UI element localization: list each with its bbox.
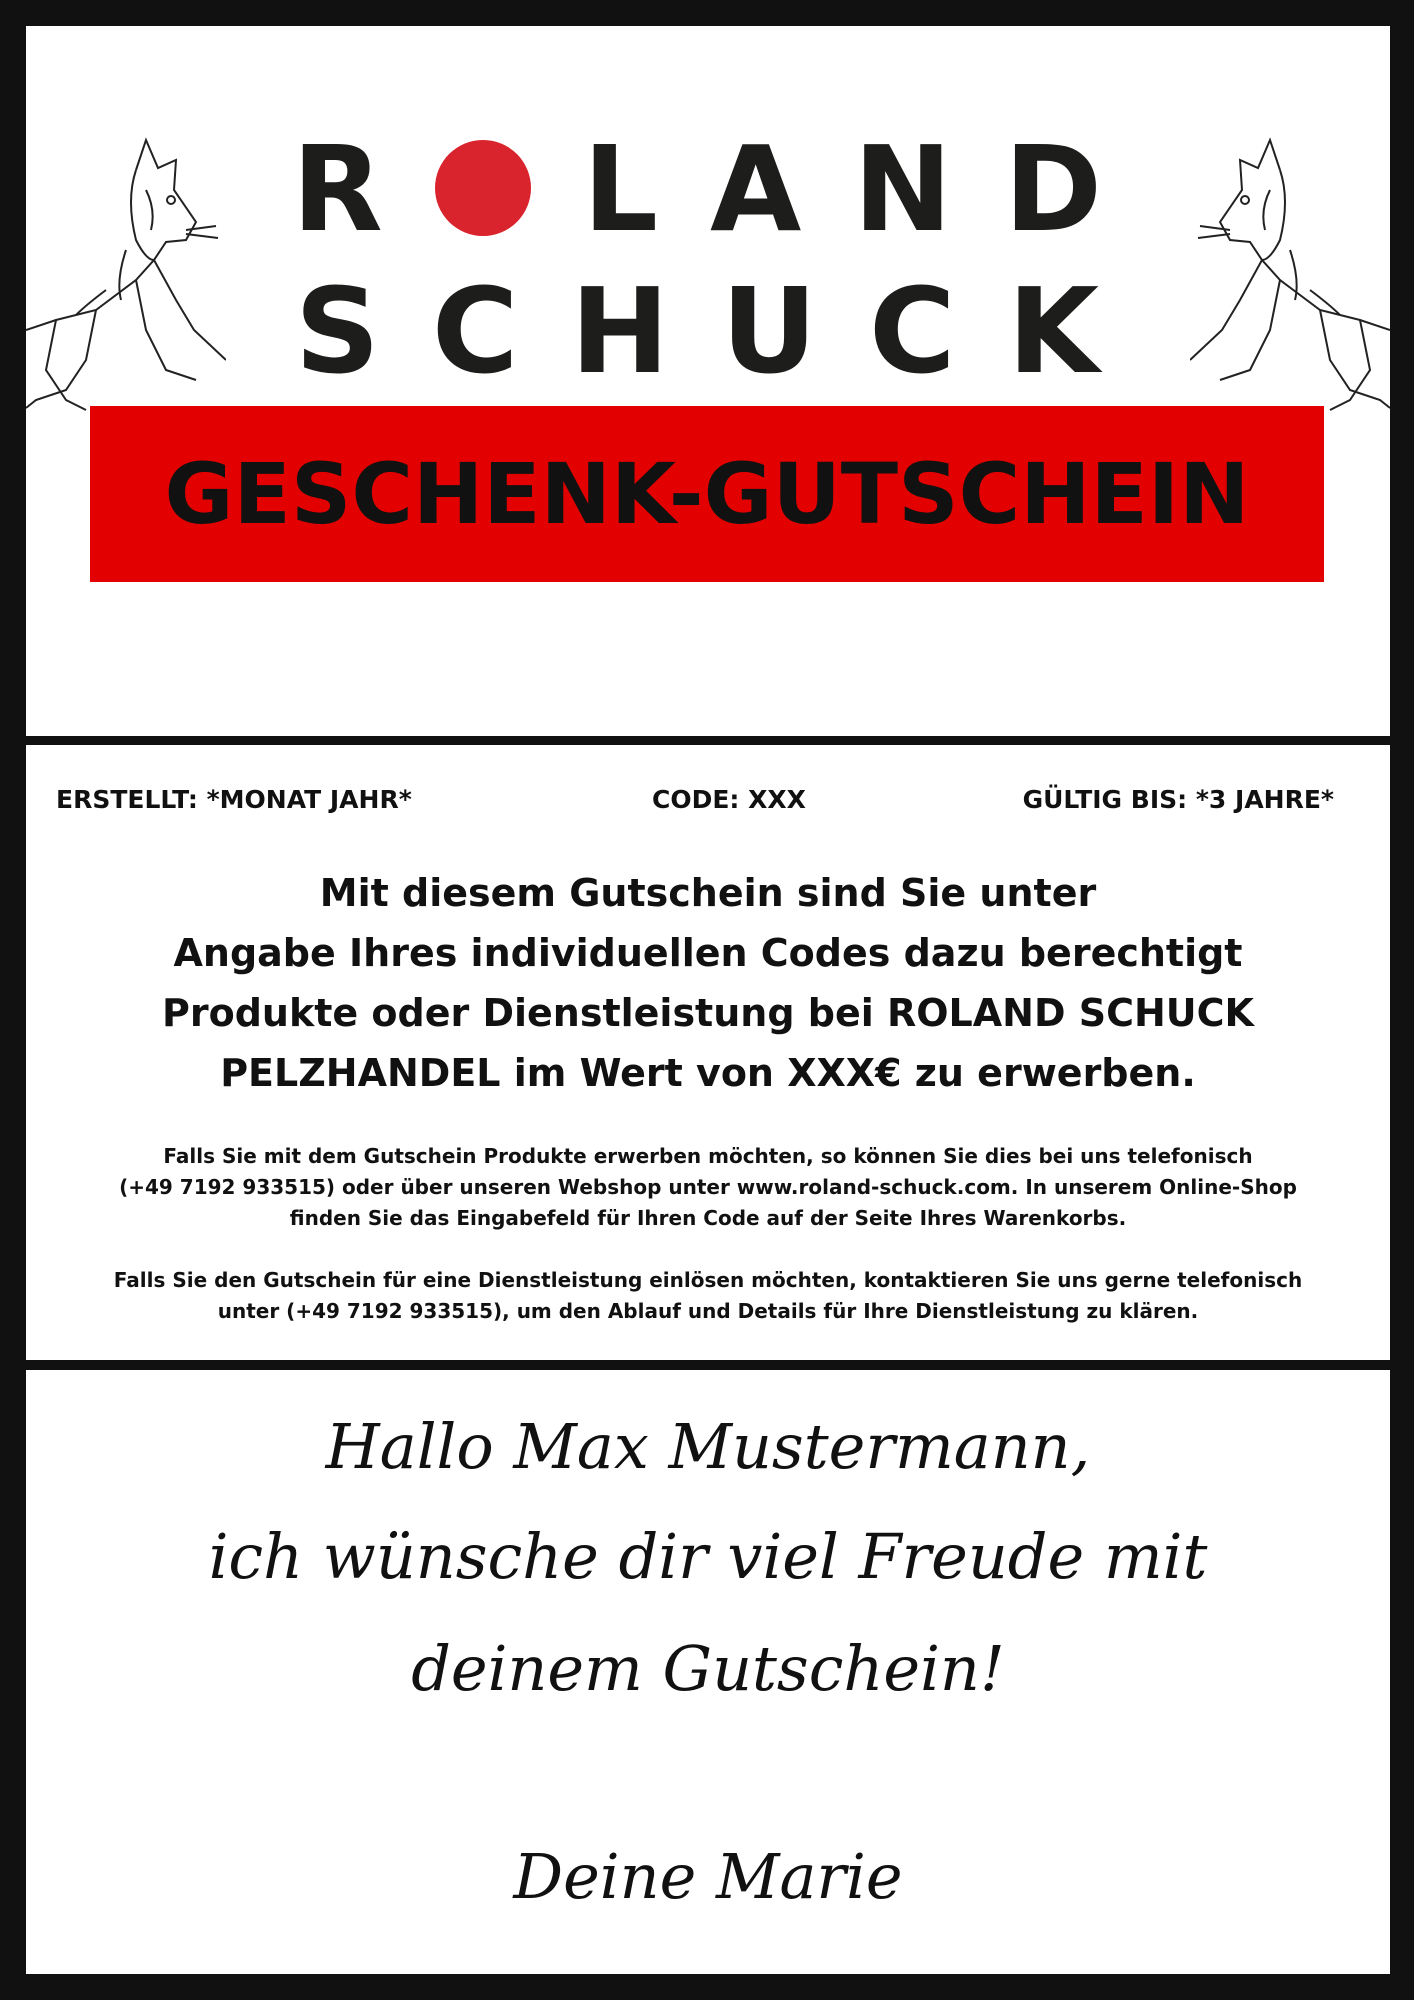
header-panel — [26, 26, 1390, 736]
signature: Deine Marie — [513, 1840, 903, 1913]
title-banner — [90, 406, 1324, 582]
valid-until: GÜLTIG BIS: *3 JAHRE* — [1022, 785, 1334, 814]
brand-letter-r: R — [291, 120, 435, 258]
greeting-panel — [26, 1370, 1390, 1974]
statement-line: Mit diesem Gutschein sind Sie unter — [319, 871, 1097, 915]
details-panel — [26, 745, 1390, 1360]
info-line: (+49 7192 933515) oder über unseren Webshop unter www.roland-schuck.com. In unserem Online-Shop — [119, 1175, 1297, 1199]
info-line: unter (+49 7192 933515), um den Ablauf und Details für Ihre Dienstleistung zu klären. — [217, 1299, 1199, 1323]
info-line: Falls Sie mit dem Gutschein Produkte erwerben möchten, so können Sie dies bei uns telefonisch — [163, 1144, 1253, 1168]
voucher-code: CODE: XXX — [652, 785, 806, 814]
brand-letters-land: LAND — [582, 120, 1155, 258]
info-line: finden Sie das Eingabefeld für Ihren Code auf der Seite Ihres Warenkorbs. — [289, 1206, 1127, 1230]
brand-red-dot-icon — [435, 140, 531, 236]
statement-line: PELZHANDEL im Wert von XXX€ zu erwerben. — [220, 1051, 1196, 1095]
statement-line: Angabe Ihres individuellen Codes dazu berechtigt — [173, 931, 1243, 975]
meta-row — [56, 785, 1360, 825]
created-date: ERSTELLT: *MONAT JAHR* — [56, 785, 412, 814]
products-info — [56, 1141, 1360, 1234]
voucher-statement — [66, 863, 1350, 1103]
info-line: Falls Sie den Gutschein für eine Dienstleistung einlösen möchten, kontaktieren Sie uns gerne telefonisch — [113, 1268, 1303, 1292]
service-info — [56, 1265, 1360, 1327]
greeting-line: Hallo Max Mustermann, — [325, 1410, 1091, 1483]
voucher-title: GESCHENK-GUTSCHEIN — [164, 445, 1250, 543]
greeting-line: ich wünsche dir viel Freude mit — [208, 1520, 1208, 1593]
brand-name-line1 — [26, 120, 1390, 258]
greeting-line: deinem Gutschein! — [411, 1632, 1005, 1705]
brand-name-line2: SCHUCK — [294, 262, 1152, 400]
statement-line: Produkte oder Dienstleistung bei ROLAND SCHUCK — [162, 991, 1254, 1035]
